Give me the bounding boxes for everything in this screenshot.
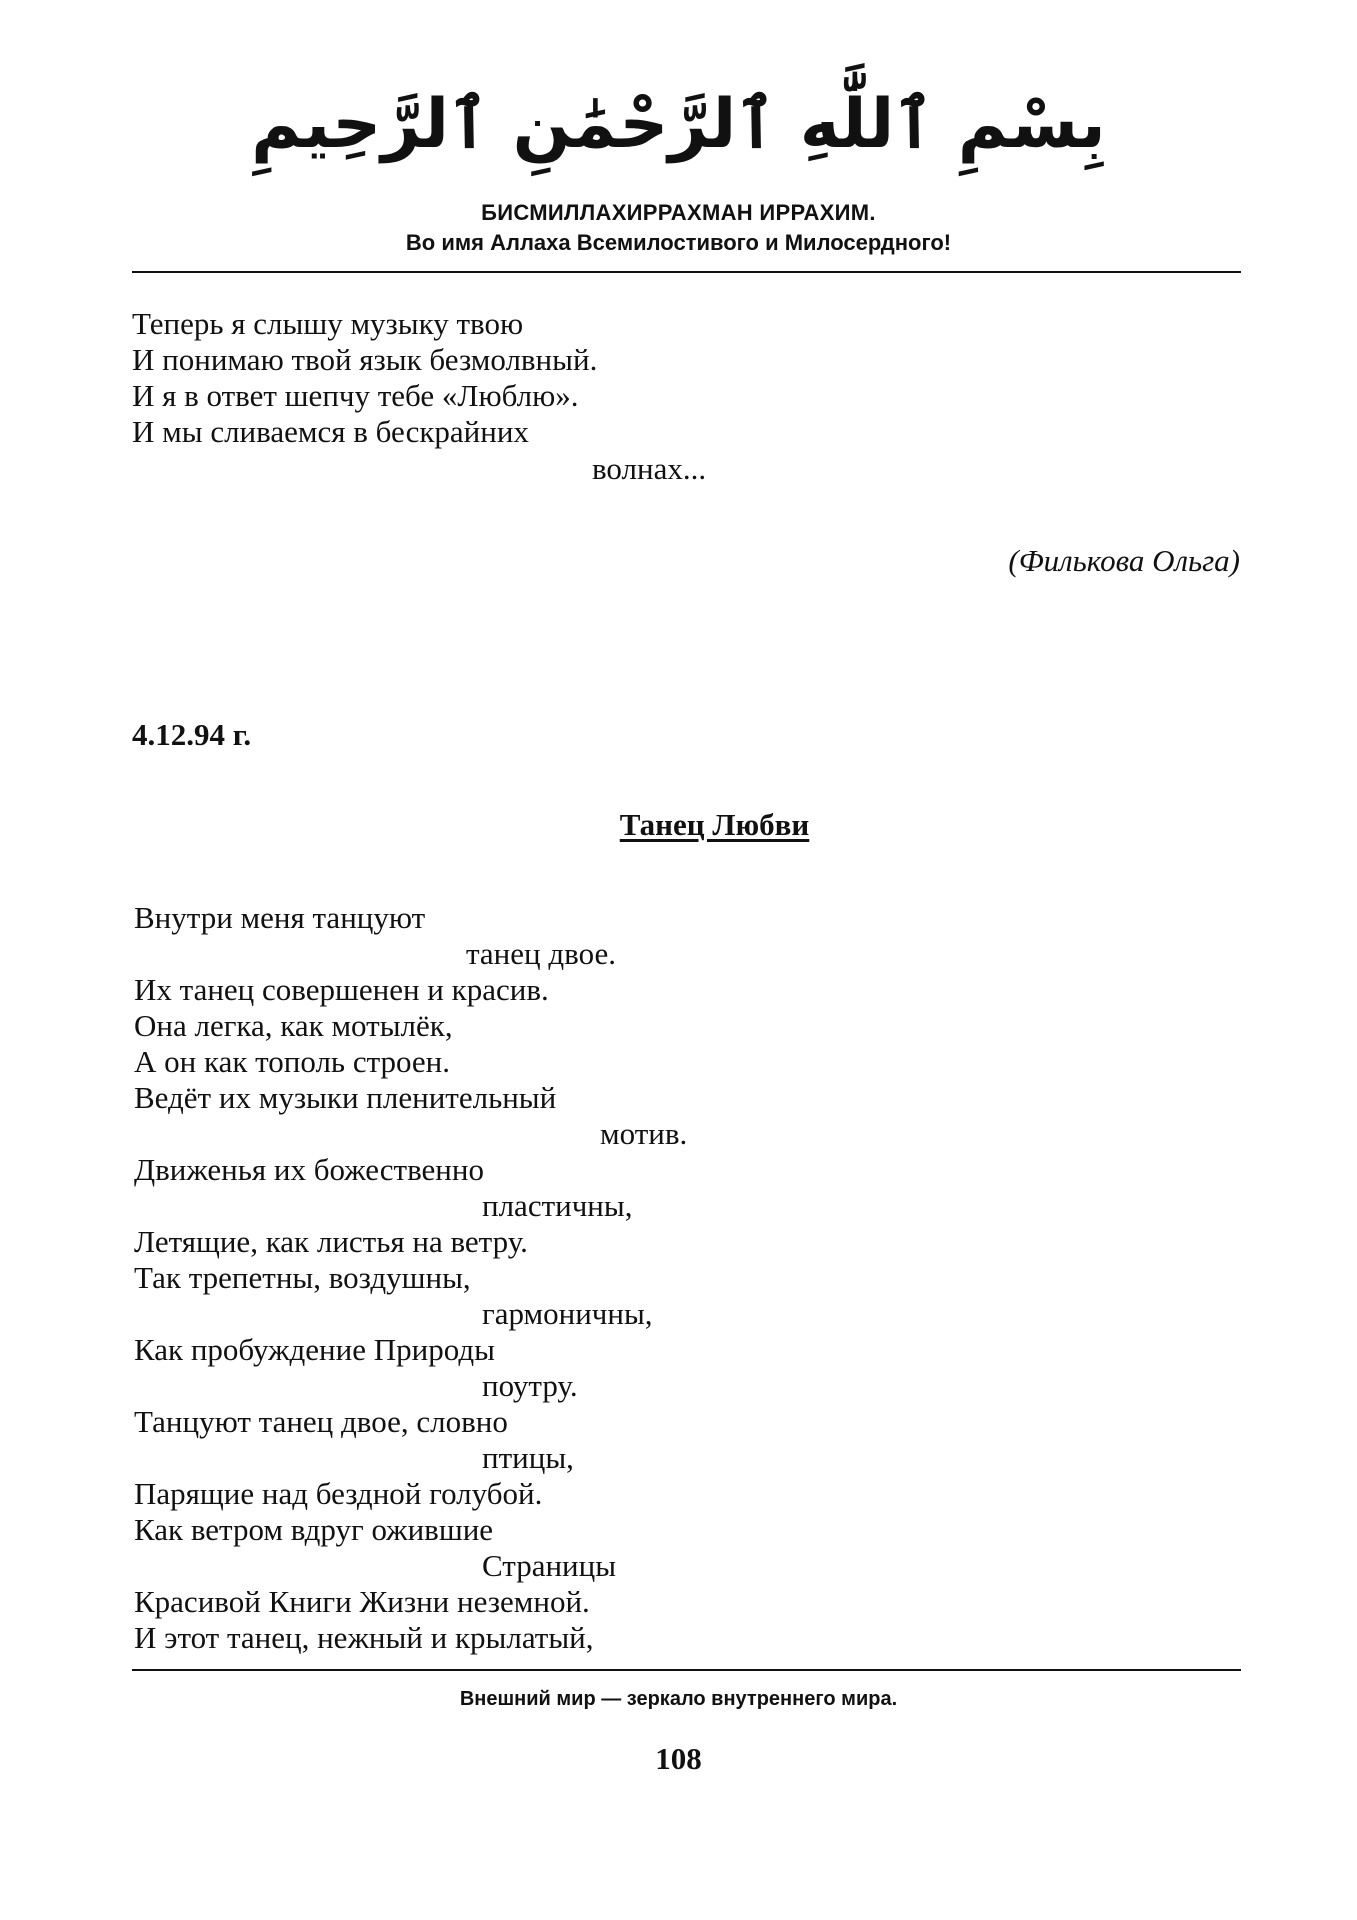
poem-line: пластичны, [482,1188,633,1223]
poem-line: Она легка, как мотылёк, [134,1008,453,1043]
poem-line: мотив. [600,1116,688,1151]
poem-line: Внутри меня танцуют [134,900,426,935]
poem-line: Их танец совершенен и красив. [134,972,549,1007]
poem-line: И понимаю твой язык безмолвный. [132,342,598,377]
footer-motto: Внешний мир — зеркало внутреннего мира. [459,1688,898,1710]
poem-line: волнах... [592,451,707,486]
poem-line: Теперь я слышу музыку твою [132,306,524,341]
poem-line: Движенья их божественно [134,1152,484,1187]
footer-divider [132,1669,1241,1671]
poem-line: А он как тополь строен. [134,1044,450,1079]
poem-line: гармоничны, [482,1296,653,1331]
poem-line: Ведёт их музыки пленительный [134,1080,557,1115]
poem-author: (Филькова Ольга) [1008,543,1240,578]
bismillah-calligraphy: بِسْمِ ٱللَّٰهِ ٱلرَّحْمَٰنِ ٱلرَّحِيمِ [251,85,1106,164]
poem-line: Танцуют танец двое, словно [134,1404,508,1439]
poem-line: Парящие над бездной голубой. [134,1476,543,1511]
poem-line: Страницы [482,1548,617,1583]
page-number: 108 [655,1741,702,1776]
header-transliteration: БИСМИЛЛАХИРРАХМАН ИРРАХИМ. [481,200,876,225]
poem-line: Так трепетны, воздушны, [134,1260,471,1295]
poem-line: танец двое. [466,936,616,971]
poem-title: Танец Любви [619,807,810,842]
poem-line: птицы, [482,1440,574,1475]
poem-line: И я в ответ шепчу тебе «Люблю». [132,378,579,413]
poem-line: И этот танец, нежный и крылатый, [134,1620,594,1655]
poem-line: поутру. [482,1368,578,1403]
poem-line: Летящие, как листья на ветру. [134,1224,528,1259]
poem-line: Как пробуждение Природы [134,1332,495,1367]
header-translation: Во имя Аллаха Всемилостивого и Милосердного! [405,230,952,255]
entry-date: 4.12.94 г. [132,717,252,752]
header-divider [132,271,1241,273]
poem-line: Красивой Книги Жизни неземной. [134,1584,590,1619]
poem-line: И мы сливаемся в бескрайних [132,414,529,449]
poem-line: Как ветром вдруг ожившие [134,1512,494,1547]
